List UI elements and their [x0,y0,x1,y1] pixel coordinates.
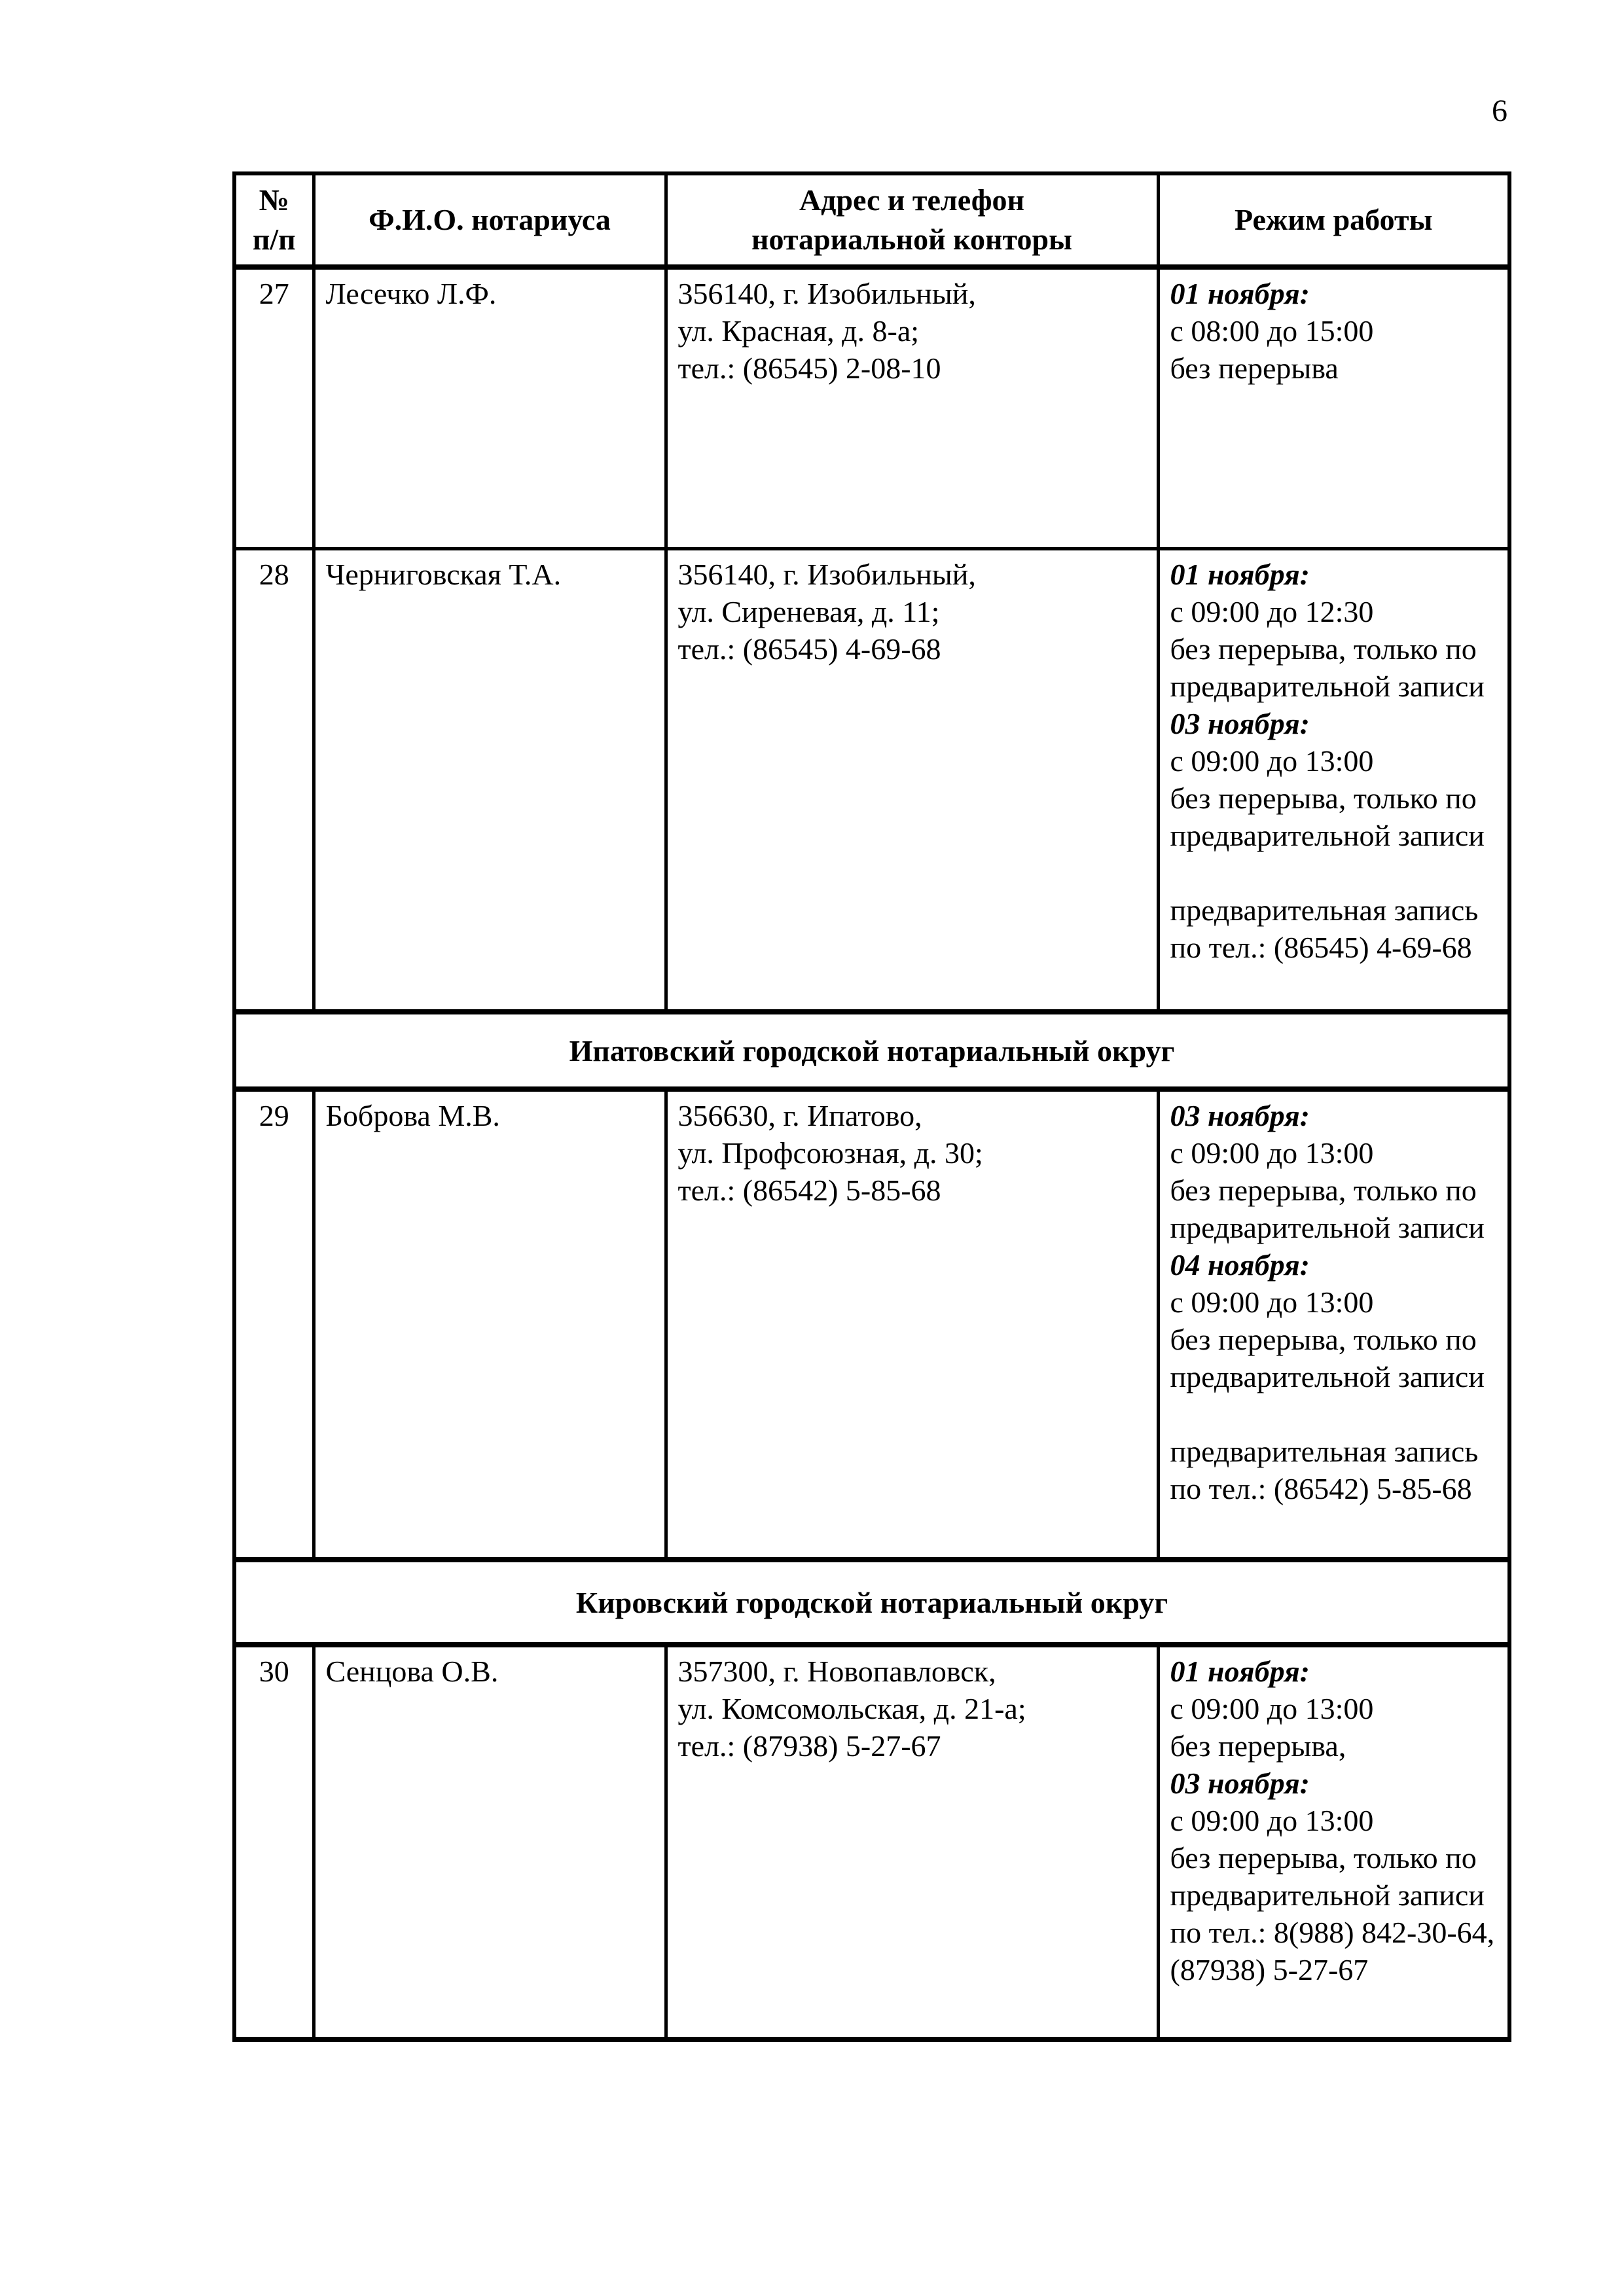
address-line: ул. Профсоюзная, д. 30; [677,1136,983,1170]
table-row [234,1089,1509,1560]
header-line: п/п [252,223,296,256]
schedule-line: предварительной записи [1170,818,1485,852]
header-line: № [259,183,289,217]
header-cell-address [666,173,1158,267]
address-line: 356140, г. Изобильный, [677,277,976,310]
schedule-line [1170,854,1506,891]
schedule-line: 01 ноября: [1170,277,1310,310]
schedule-line: предварительной записи [1170,669,1485,703]
header-cell-name [314,173,666,267]
schedule-line: с 09:00 до 12:30 [1170,594,1374,628]
cell-schedule [1158,1089,1509,1560]
schedule-line: без перерыва, только по [1170,1323,1477,1356]
cell-number: 30 [234,1645,314,2039]
table-row [234,1645,1509,2039]
schedule-line: с 09:00 до 13:00 [1170,1285,1374,1319]
schedule-line: с 09:00 до 13:00 [1170,1692,1374,1725]
header-line: Ф.И.О. нотариуса [369,203,611,236]
cell-name [314,267,666,548]
page-number: 6 [1492,94,1507,128]
schedule-line: с 09:00 до 13:00 [1170,1136,1374,1170]
table-row [234,548,1509,1012]
header-line: Режим работы [1235,203,1433,236]
schedule-line: предварительной записи [1170,1878,1485,1912]
name-line: Сенцова О.В. [325,1655,499,1688]
schedule-line: без перерыва [1170,351,1339,385]
header-line: Адрес и телефон [799,183,1025,217]
cell-address [666,1089,1158,1560]
schedule-line: без перерыва, [1170,1729,1346,1763]
schedule-line: 03 ноября: [1170,1099,1310,1132]
address-line: 356140, г. Изобильный, [677,557,976,591]
schedule-line: 01 ноября: [1170,557,1310,591]
cell-name [314,1645,666,2039]
schedule-line: 01 ноября: [1170,1655,1310,1688]
schedule-line: по тел.: 8(988) 842-30-64, [1170,1916,1495,1949]
schedule-line: без перерыва, только по [1170,781,1477,815]
address-line: ул. Красная, д. 8-а; [677,314,920,348]
section-title: Ипатовский городской нотариальный округ [234,1012,1509,1089]
cell-address [666,548,1158,1012]
header-cell-number [234,173,314,267]
schedule-line: предварительная запись [1170,1435,1479,1468]
address-line: тел.: (86545) 2-08-10 [677,351,941,385]
address-line: ул. Сиреневая, д. 11; [677,594,940,628]
schedule-line: 04 ноября: [1170,1248,1310,1282]
address-line: тел.: (86542) 5-85-68 [677,1174,941,1207]
table-row [234,267,1509,548]
address-line: ул. Комсомольская, д. 21-а; [677,1692,1026,1725]
address-line: тел.: (86545) 4-69-68 [677,632,941,666]
cell-address [666,267,1158,548]
address-line: тел.: (87938) 5-27-67 [677,1729,941,1763]
notary-table [232,171,1511,2042]
cell-name [314,548,666,1012]
schedule-line: предварительной записи [1170,1211,1485,1244]
address-line: 356630, г. Ипатово, [677,1099,922,1132]
schedule-line: с 09:00 до 13:00 [1170,1804,1374,1837]
schedule-line: по тел.: (86545) 4-69-68 [1170,930,1472,964]
table-header-row [234,173,1509,267]
cell-name [314,1089,666,1560]
header-line: нотариальной конторы [751,223,1073,256]
name-line: Черниговская Т.А. [325,557,562,591]
header-cell-schedule [1158,173,1509,267]
cell-number: 28 [234,548,314,1012]
name-line: Боброва М.В. [325,1099,500,1132]
schedule-line: без перерыва, только по [1170,632,1477,666]
cell-number: 27 [234,267,314,548]
section-header-row [234,1560,1509,1645]
cell-number: 29 [234,1089,314,1560]
address-line: 357300, г. Новопавловск, [677,1655,996,1688]
section-title: Кировский городской нотариальный округ [234,1560,1509,1645]
schedule-line: предварительной записи [1170,1360,1485,1393]
schedule-line: без перерыва, только по [1170,1841,1477,1874]
schedule-line: без перерыва, только по [1170,1174,1477,1207]
name-line: Лесечко Л.Ф. [325,277,497,310]
schedule-line: с 09:00 до 13:00 [1170,744,1374,778]
cell-schedule [1158,548,1509,1012]
schedule-line: 03 ноября: [1170,1767,1310,1800]
cell-schedule [1158,1645,1509,2039]
cell-schedule [1158,267,1509,548]
schedule-line [1170,1395,1506,1433]
schedule-line: с 08:00 до 15:00 [1170,314,1374,348]
schedule-line: предварительная запись [1170,893,1479,927]
schedule-line: по тел.: (86542) 5-85-68 [1170,1472,1472,1505]
section-header-row [234,1012,1509,1089]
schedule-line: 03 ноября: [1170,706,1310,740]
cell-address [666,1645,1158,2039]
schedule-line: (87938) 5-27-67 [1170,1953,1369,1986]
